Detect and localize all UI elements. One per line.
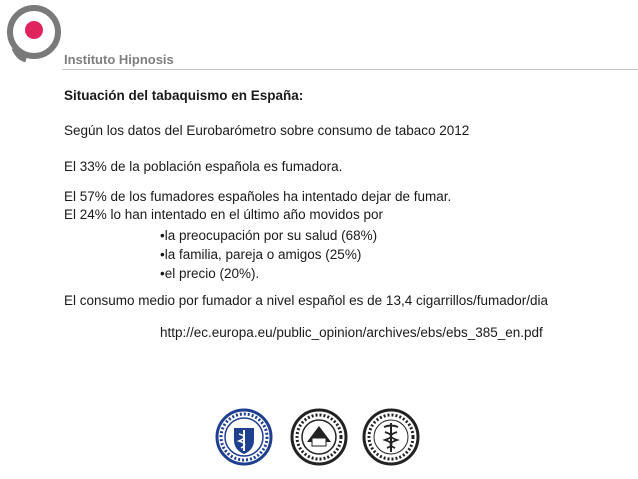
source-link[interactable]: http://ec.europa.eu/public_opinion/archives/ebs/ebs_385_en.pdf bbox=[160, 325, 543, 340]
reason-item: •la preocupación por su salud (68%) bbox=[160, 228, 378, 243]
reason-item: •la familia, pareja o amigos (25%) bbox=[160, 247, 362, 262]
stat-smokers: El 33% de la población española es fumadora. bbox=[64, 159, 343, 174]
organization-name: Instituto Hipnosis bbox=[64, 52, 174, 67]
instituto-hipnosis-logo bbox=[4, 4, 64, 64]
consumption-text: El consumo medio por fumador a nivel español es de 13,4 cigarrillos/fumador/dia bbox=[64, 293, 549, 308]
slide-heading: Situación del tabaquismo en España: bbox=[64, 88, 304, 103]
reason-item: •el precio (20%). bbox=[160, 266, 260, 281]
intro-text: Según los datos del Eurobarómetro sobre consumo de tabaco 2012 bbox=[64, 123, 470, 138]
stat-last-year: El 24% lo han intentado en el último año movidos por bbox=[64, 207, 383, 222]
header-divider bbox=[62, 69, 638, 70]
stat-tried-quit: El 57% de los fumadores españoles ha intentado dejar de fumar. bbox=[64, 189, 452, 204]
caduceus-seal-icon bbox=[362, 408, 420, 466]
medical-caduceus-seal-icon bbox=[215, 408, 273, 466]
ngh-seal-icon bbox=[290, 408, 348, 466]
